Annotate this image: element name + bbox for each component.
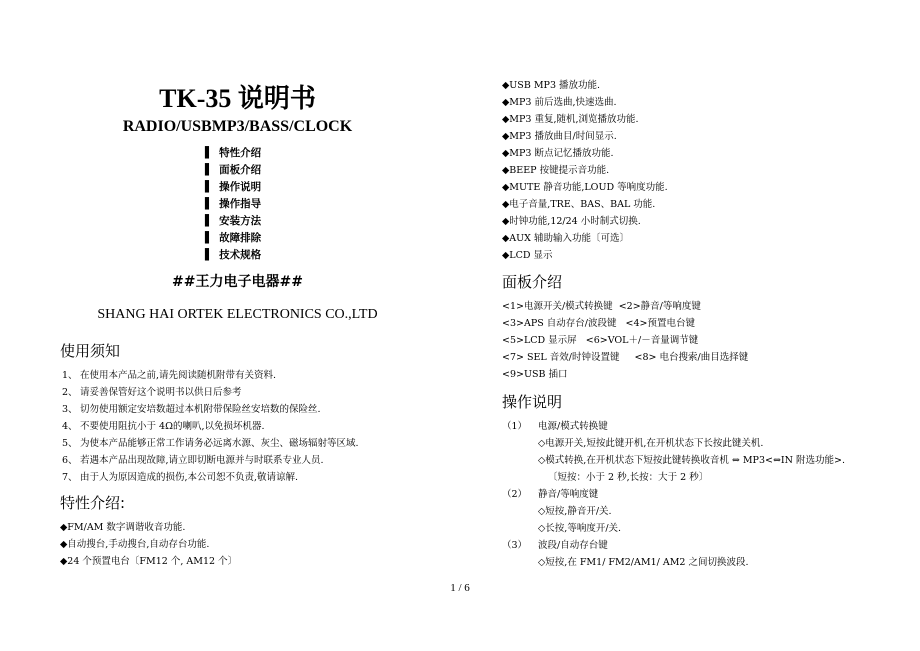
ops-detail: ◇长按,等响度开/关.	[538, 523, 622, 534]
toc-item	[205, 196, 261, 213]
notice-item	[62, 401, 359, 418]
notice-number: 4、	[62, 421, 78, 432]
notice-number: 2、	[62, 387, 78, 398]
feature-item: ◆MP3 播放曲目/时间显示.	[502, 131, 617, 142]
ops-item	[502, 418, 845, 435]
toc-bullet-icon: ▌	[205, 181, 214, 193]
feature-item: ◆AUX 辅助输入功能〔可选〕	[502, 233, 629, 244]
notice-text: 若遇本产品出现故障,请立即切断电源并与时联系专业人员.	[80, 455, 324, 466]
notice-item	[62, 435, 359, 452]
toc	[205, 145, 261, 264]
ops-number: （2）	[502, 489, 528, 500]
toc-item	[205, 145, 261, 162]
feature-item: ◆自动搜台,手动搜台,自动存台功能.	[60, 539, 210, 550]
toc-label: 技术规格	[219, 249, 262, 261]
toc-bullet-icon: ▌	[205, 215, 214, 227]
toc-bullet-icon: ▌	[205, 147, 214, 159]
toc-item	[205, 247, 261, 264]
feature-list-continued	[502, 77, 668, 264]
notice-text: 在使用本产品之前,请先阅读随机附带有关资料.	[80, 370, 277, 381]
feature-list	[60, 519, 237, 570]
toc-label: 操作说明	[219, 181, 262, 193]
feature-item: ◆MP3 重复,随机,浏览播放功能.	[502, 114, 639, 125]
features-heading: 特性介绍:	[60, 494, 126, 512]
notice-number: 7、	[62, 472, 78, 483]
feature-item: ◆LCD 显示	[502, 250, 553, 261]
feature-item: ◆FM/AM 数字调谐收音功能.	[60, 522, 186, 533]
feature-item: ◆BEEP 按键提示音功能.	[502, 165, 610, 176]
ops-title: 电源/模式转换键	[538, 421, 608, 432]
feature-item: ◆时钟功能,12/24 小时制式切换.	[502, 216, 641, 227]
ops-title: 静音/等响度键	[538, 489, 599, 500]
ops-detail: ◇短按,在 FM1/ FM2/AM1/ AM2 之间切换波段.	[538, 557, 749, 568]
toc-bullet-icon: ▌	[205, 198, 214, 210]
notice-text: 请妥善保管好这个说明书以供日后参考	[80, 387, 242, 398]
feature-item: ◆24 个预置电台〔FM12 个, AM12 个〕	[60, 556, 238, 567]
notice-number: 6、	[62, 455, 78, 466]
notice-item	[62, 469, 359, 486]
notice-item	[62, 418, 359, 435]
toc-label: 安装方法	[219, 215, 262, 227]
panel-item: <9>USB 插口	[502, 369, 568, 380]
panel-list	[502, 298, 748, 383]
feature-item: ◆电子音量,TRE、BAS、BAL 功能.	[502, 199, 656, 210]
notice-number: 5、	[62, 438, 78, 449]
feature-item: ◆MP3 断点记忆播放功能.	[502, 148, 614, 159]
notice-text: 不要使用阻抗小于 4Ω的喇叭,以免损坏机器.	[80, 421, 265, 432]
toc-bullet-icon: ▌	[205, 249, 214, 261]
doc-title: TK-35 说明书	[159, 84, 316, 113]
toc-bullet-icon: ▌	[205, 164, 214, 176]
notice-text: 为使本产品能够正常工作请务必远离水源、灰尘、磁场辐射等区域.	[80, 438, 359, 449]
doc-subtitle: RADIO/USBMP3/BASS/CLOCK	[122, 118, 353, 135]
ops-title: 波段/自动存台键	[538, 540, 608, 551]
toc-bullet-icon: ▌	[205, 232, 214, 244]
ops-item	[502, 537, 845, 554]
toc-label: 操作指导	[219, 198, 262, 210]
panel-item: <1>电源开关/模式转换键 <2>静音/等响度键	[502, 301, 701, 312]
toc-label: 面板介绍	[219, 164, 262, 176]
notice-number: 1、	[62, 370, 78, 381]
feature-item: ◆MP3 前后选曲,快速选曲.	[502, 97, 617, 108]
toc-label: 特性介绍	[219, 147, 262, 159]
toc-label: 故障排除	[219, 232, 262, 244]
ops-note: 〔短按：小于 2 秒,长按：大于 2 秒〕	[548, 472, 709, 483]
panel-item: <7> SEL 音效/时钟设置键 <8> 电台搜索/曲目选择键	[502, 352, 749, 363]
ops-detail: ◇短按,静音开/关.	[538, 506, 612, 517]
toc-item	[205, 179, 261, 196]
notice-number: 3、	[62, 404, 78, 415]
toc-item	[205, 213, 261, 230]
brand-name: ##王力电子电器##	[172, 274, 303, 290]
notice-text: 切勿使用额定安培数超过本机附带保险丝安培数的保险丝.	[80, 404, 321, 415]
notice-item	[62, 384, 359, 401]
notice-item	[62, 452, 359, 469]
panel-item: <3>APS 自动存台/波段键 <4>预置电台键	[502, 318, 695, 329]
notice-text: 由于人为原因造成的损伤,本公司恕不负责,敬请谅解.	[80, 472, 299, 483]
feature-item: ◆USB MP3 播放功能.	[502, 80, 601, 91]
ops-heading: 操作说明	[502, 393, 563, 411]
page-number: 1 / 6	[450, 582, 470, 594]
notice-heading: 使用须知	[60, 342, 121, 360]
ops-number: （1）	[502, 421, 528, 432]
toc-item	[205, 230, 261, 247]
company-name: SHANG HAI ORTEK ELECTRONICS CO.,LTD	[97, 307, 378, 322]
notice-list	[62, 367, 359, 486]
ops-item	[502, 486, 845, 503]
ops-list	[502, 418, 845, 571]
ops-detail: ◇模式转换,在开机状态下短按此键转换收音机 ⇔ MP3<⇔IN 附选功能>.	[538, 455, 845, 466]
notice-item	[62, 367, 359, 384]
ops-detail: ◇电源开关,短按此键开机,在开机状态下长按此键关机.	[538, 438, 764, 449]
toc-item	[205, 162, 261, 179]
feature-item: ◆MUTE 静音功能,LOUD 等响度功能.	[502, 182, 668, 193]
ops-number: （3）	[502, 540, 528, 551]
panel-heading: 面板介绍	[502, 273, 563, 291]
panel-item: <5>LCD 显示屏 <6>VOL＋/－音量调节键	[502, 335, 699, 346]
